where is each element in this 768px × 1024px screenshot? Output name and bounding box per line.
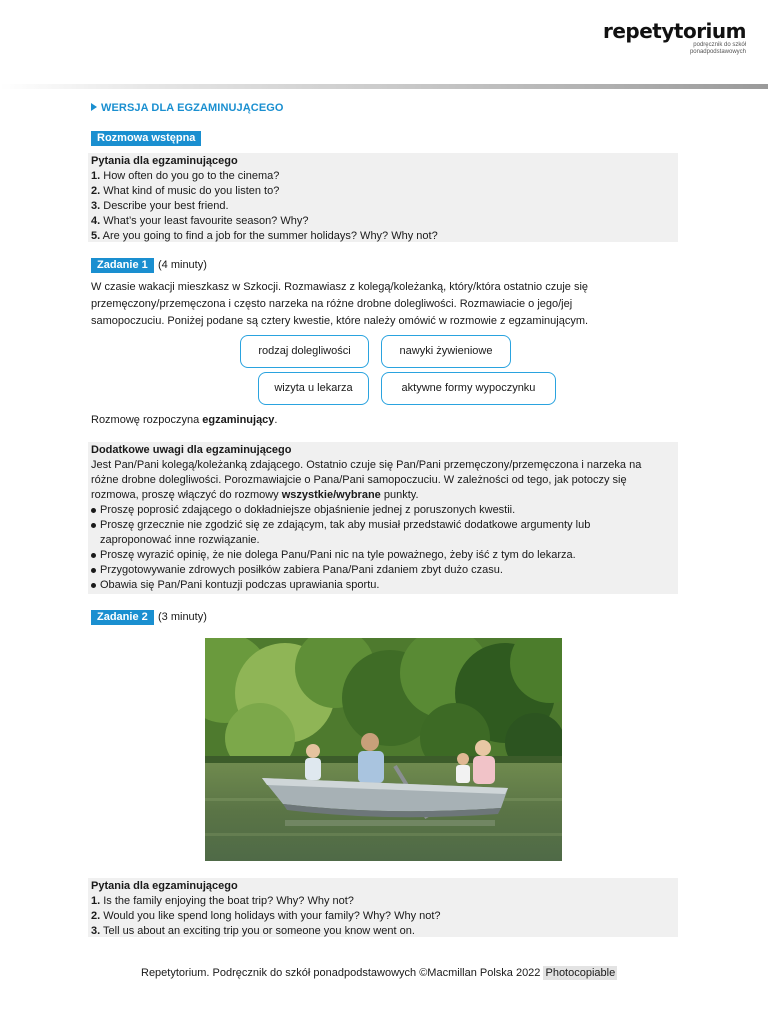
intro-questions-box xyxy=(88,153,678,242)
task2-tag: Zadanie 2 xyxy=(91,610,154,625)
header-divider xyxy=(0,84,768,89)
task1-start-note: Rozmowę rozpoczyna egzaminujący. xyxy=(91,414,278,426)
list-item: Proszę grzecznie nie zgodzić się ze zdającym, tak aby musiał przedstawić dodatkowe argumenty lub zaproponować inne rozwiązanie. xyxy=(91,518,675,548)
list-item: Przygotowywanie zdrowych posiłków zabiera Pana/Pani zdaniem zbyt dużo czasu. xyxy=(91,563,675,578)
list-item: Obawia się Pan/Pani kontuzji podczas uprawiania sportu. xyxy=(91,578,675,593)
page-footer xyxy=(141,967,617,979)
task1-line: przemęczony/przemęczona i często narzeka na różne drobne dolegliwości. Rozmawiacie o jego/jej xyxy=(91,298,573,310)
triangle-right-icon xyxy=(91,103,97,111)
task1-notes-line: różne drobne dolegliwości. Porozmawiajcie o Pana/Pani samopoczuciu. W zależności od tego, jak potoczy się xyxy=(91,474,627,486)
task1-notes-line: rozmowa, proszę włączyć do rozmowy wszystkie/wybrane punkty. xyxy=(91,489,419,501)
task1-notes-box xyxy=(88,442,678,594)
task1-notes-title: Dodatkowe uwagi dla egzaminującego xyxy=(91,444,292,456)
task1-line: samopoczuciu. Poniżej podane są cztery kwestie, które należy omówić w rozmowie z egzaminującym. xyxy=(91,315,589,327)
task2-question: 1. Is the family enjoying the boat trip? Why? Why not? xyxy=(91,895,354,907)
task1-duration: (4 minuty) xyxy=(158,259,207,271)
topic-pill: nawyki żywieniowe xyxy=(381,335,511,368)
list-item: Proszę poprosić zdającego o dokładniejsze objaśnienie jednej z poruszonych kwestii. xyxy=(91,503,675,518)
task2-question: 2. Would you like spend long holidays with your family? Why? Why not? xyxy=(91,910,441,922)
intro-question: 4. What’s your least favourite season? Why? xyxy=(91,215,309,227)
task2-question: 3. Tell us about an exciting trip you or someone you know went on. xyxy=(91,925,415,937)
intro-question: 5. Are you going to find a job for the summer holidays? Why? Why not? xyxy=(91,230,438,242)
task2-questions-box xyxy=(88,878,678,937)
list-item: Proszę wyrazić opinię, że nie dolega Panu/Pani nic na tyle poważnego, żeby iść z tym do lekarza. xyxy=(91,548,675,563)
brand-logo xyxy=(603,20,746,56)
logo-title: repetytorium xyxy=(602,19,746,43)
topic-pill: rodzaj dolegliwości xyxy=(240,335,369,368)
intro-question: 1. How often do you go to the cinema? xyxy=(91,170,280,182)
footer-text: Repetytorium. Podręcznik do szkół ponadpodstawowych ©Macmillan Polska 2022 xyxy=(141,967,544,979)
logo-subtitle-2: ponadpodstawowych xyxy=(689,49,746,55)
intro-box-title: Pytania dla egzaminującego xyxy=(91,155,238,167)
version-label xyxy=(91,102,284,114)
task1-notes-line: Jest Pan/Pani kolegą/koleżanką zdającego. Ostatnio czuje się Pan/Pani przemęczony/przemęczona i narzeka na xyxy=(91,459,642,471)
task1-instructions xyxy=(91,279,681,330)
task1-tag: Zadanie 1 xyxy=(91,258,154,273)
task2-duration: (3 minuty) xyxy=(158,611,207,623)
family-boat-photo xyxy=(205,638,562,861)
intro-tag: Rozmowa wstępna xyxy=(91,131,201,146)
intro-question: 3. Describe your best friend. xyxy=(91,200,229,212)
intro-question: 2. What kind of music do you listen to? xyxy=(91,185,280,197)
task1-line: W czasie wakacji mieszkasz w Szkocji. Rozmawiasz z kolegą/koleżanką, który/która ostatnio czuje się xyxy=(91,281,589,293)
task1-notes-bullets xyxy=(91,503,675,593)
topic-pill: wizyta u lekarza xyxy=(258,372,369,405)
logo-subtitle-1: podręcznik do szkół xyxy=(693,42,746,48)
version-label-text: WERSJA DLA EGZAMINUJĄCEGO xyxy=(101,102,284,114)
task2-box-title: Pytania dla egzaminującego xyxy=(91,880,238,892)
photocopiable-label: Photocopiable xyxy=(545,967,616,979)
topic-pill: aktywne formy wypoczynku xyxy=(381,372,556,405)
